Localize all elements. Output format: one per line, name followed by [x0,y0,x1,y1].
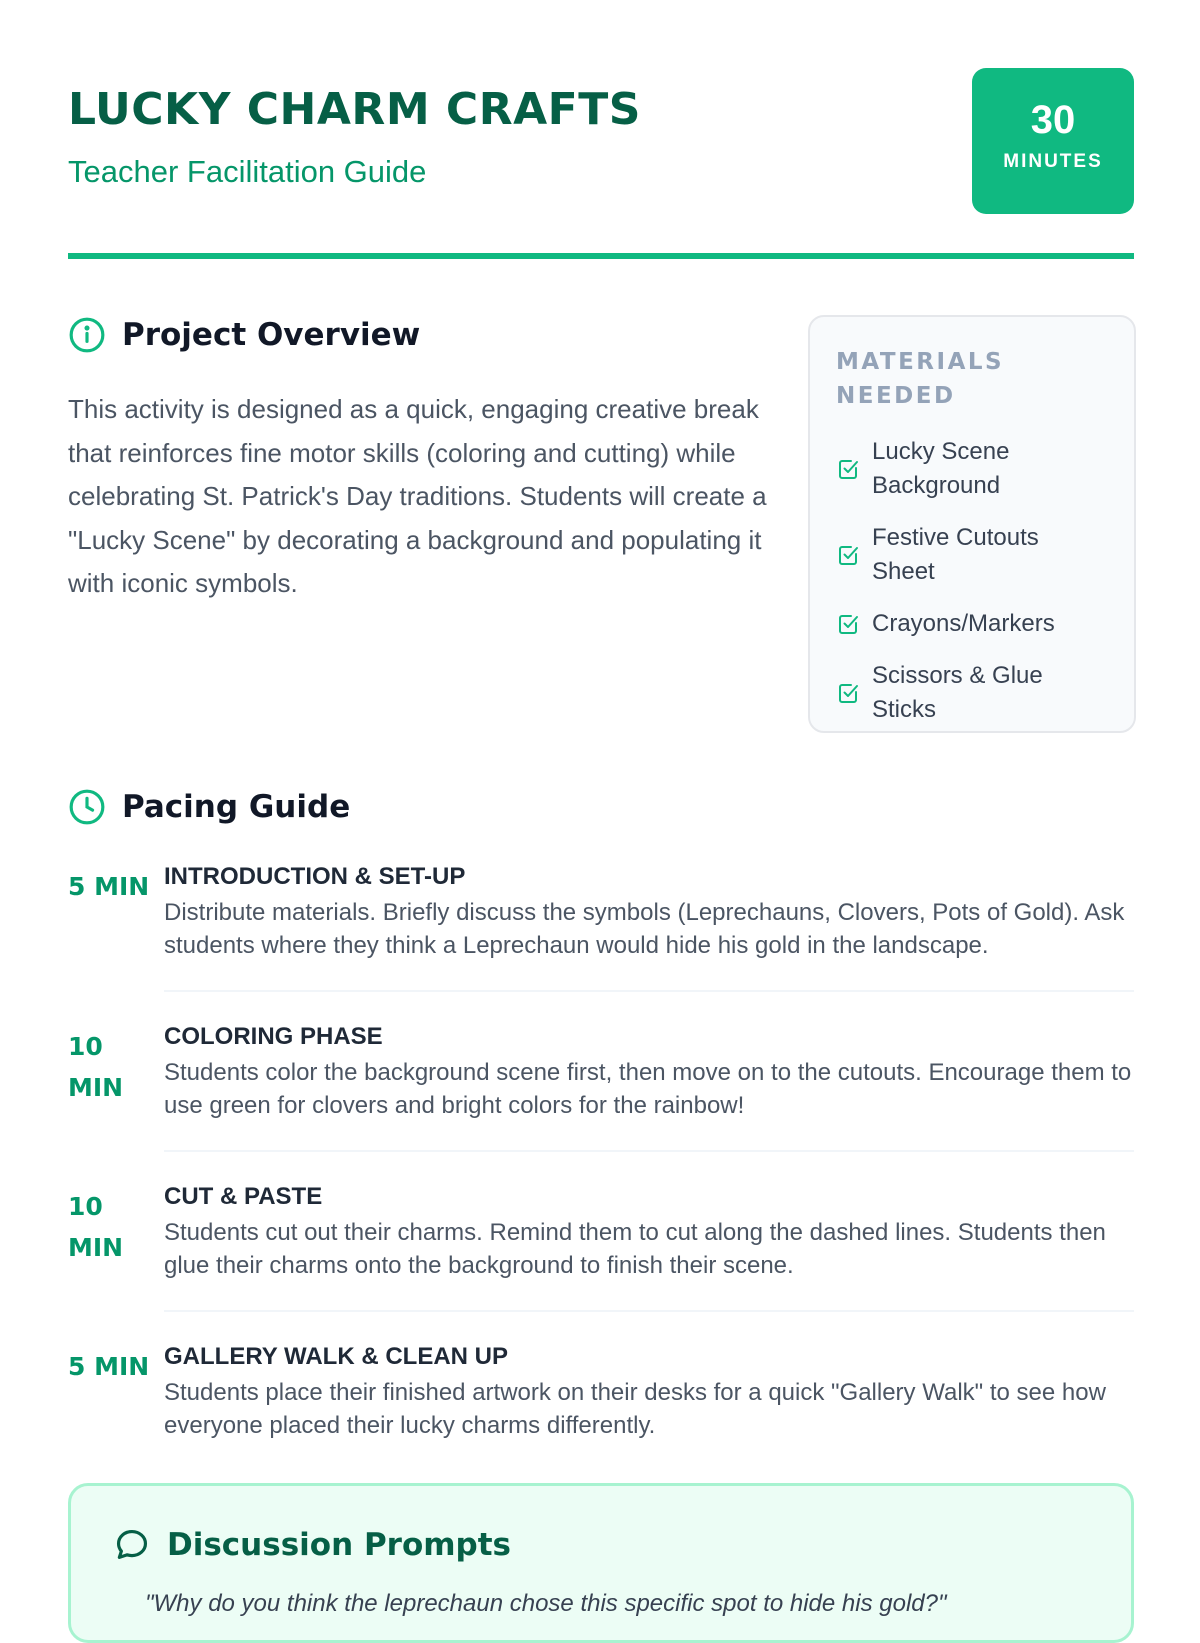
discussion-heading: Discussion Prompts [167,1527,512,1563]
page-title: LUCKY CHARM CRAFTS [68,84,641,135]
pacing-heading-row [68,788,350,826]
pacing-step-body [164,860,1134,992]
page-subtitle: Teacher Facilitation Guide [68,154,427,189]
chat-bubble-icon [113,1526,151,1564]
pacing-step-time: 5 MIN [68,1352,150,1381]
material-item [836,521,1108,589]
checkbox-checked-icon [836,543,860,567]
pacing-step-description: Students place their finished artwork on their desks for a quick "Gallery Walk" to see how everyone placed their lucky charms differently. [164,1379,1106,1439]
pacing-step-body [164,1020,1134,1152]
pacing-step-title: COLORING PHASE [164,1023,383,1050]
material-item [836,607,1108,641]
pacing-step-time: 5 MIN [68,872,150,901]
pacing-step-title: GALLERY WALK & CLEAN UP [164,1343,509,1370]
pacing-heading: Pacing Guide [122,789,351,825]
pacing-list [68,860,1134,1470]
pacing-step-description: Distribute materials. Briefly discuss the symbols (Leprechauns, Clovers, Pots of Gold). Ask students where they think a Leprechaun would hide his gold in the landscape. [164,899,1125,959]
pacing-step-title: CUT & PASTE [164,1183,323,1210]
pacing-step-title: INTRODUCTION & SET-UP [164,863,466,890]
material-label: Scissors & Glue Sticks [872,662,1043,723]
duration-badge [972,68,1134,214]
pacing-step [68,1180,1134,1340]
pacing-step-time: 10 MIN [68,1032,124,1102]
material-item [836,659,1108,727]
pacing-step-description: Students color the background scene first, then move on to the cutouts. Encourage them to use green for clovers and bright colors for the rainbow! [164,1059,1132,1119]
pacing-step [68,860,1134,1020]
overview-heading-row [68,316,420,354]
page-header [68,68,1134,260]
material-item [836,435,1108,503]
discussion-prompt: "Why do you think the leprechaun chose this specific spot to hide his gold?" [145,1590,947,1617]
duration-value: 30 [1030,98,1076,142]
pacing-step-description: Students cut out their charms. Remind them to cut along the dashed lines. Students then glue their charms onto the background to finish their scene. [164,1219,1106,1279]
pacing-step-body [164,1180,1134,1312]
pacing-step [68,1340,1134,1470]
checkbox-checked-icon [836,612,860,636]
pacing-step-time: 10 MIN [68,1192,124,1262]
duration-unit: MINUTES [1003,151,1103,172]
header-divider [68,253,1134,259]
pacing-step-body [164,1340,1134,1470]
materials-title: MATERIALS NEEDED [836,349,1005,409]
overview-heading: Project Overview [122,317,421,353]
overview-text: This activity is designed as a quick, engaging creative break that reinforces fine motor skills (coloring and cutting) while celebrating St. Patrick's Day traditions. Students will create a "Lucky Scene" by decorating a background and populating it with iconic symbols. [68,394,767,598]
material-label: Crayons/Markers [872,610,1055,637]
discussion-heading-row [113,1526,511,1564]
discussion-card [68,1483,1134,1643]
clock-icon [68,788,106,826]
checkbox-checked-icon [836,681,860,705]
info-icon [68,316,106,354]
materials-list [836,435,1108,727]
checkbox-checked-icon [836,457,860,481]
pacing-step [68,1020,1134,1180]
material-label: Festive Cutouts Sheet [872,524,1039,585]
material-label: Lucky Scene Background [872,438,1010,499]
materials-card [808,315,1136,733]
